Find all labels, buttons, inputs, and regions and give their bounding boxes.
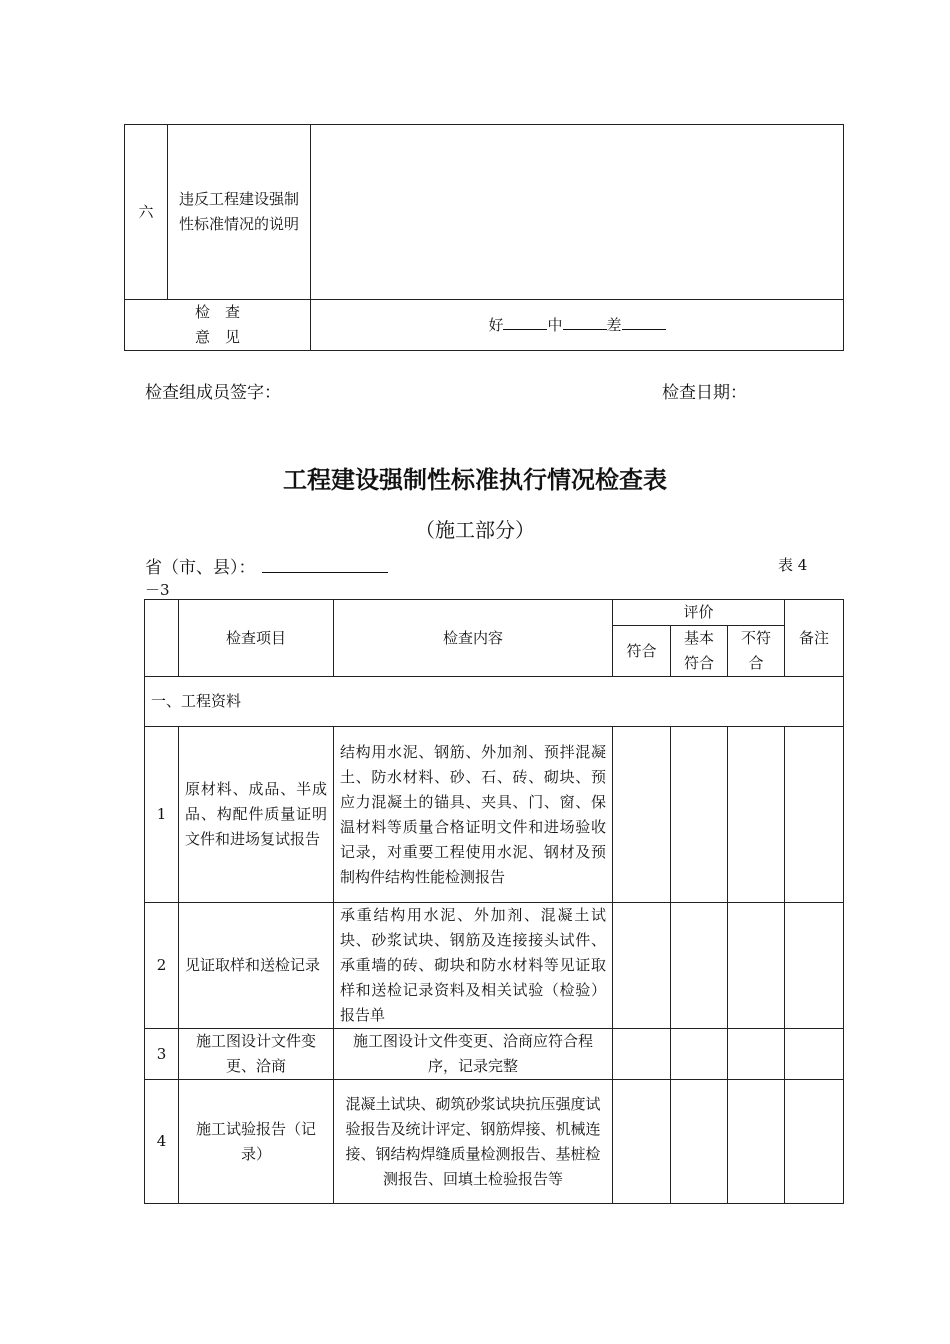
not-conform-cell[interactable] — [728, 1080, 785, 1204]
row-number: 六 — [125, 125, 168, 300]
check-date-label: 检查日期： — [662, 383, 747, 403]
opinion-label-line1: 检 查 — [194, 303, 240, 321]
table-row — [145, 1080, 844, 1204]
table-row — [145, 903, 844, 1029]
row-content: 混凝土试块、砌筑砂浆试块抗压强度试验报告及统计评定、钢筋焊接、机械连接、钢结构焊缝质量检测报告、基桩检测报告、回填土检验报告等 — [334, 1080, 613, 1204]
opinion-label-line2: 意 见 — [194, 328, 240, 346]
header-content: 检查内容 — [334, 600, 613, 677]
province-field — [145, 553, 388, 578]
row-item: 见证取样和送检记录 — [179, 903, 334, 1029]
row-no: 2 — [145, 903, 179, 1029]
inspection-table — [144, 599, 844, 1204]
conform-cell[interactable] — [613, 727, 671, 903]
table-row — [145, 1029, 844, 1080]
violation-table — [124, 124, 844, 351]
table-number-part2: －3 — [145, 581, 170, 599]
province-input-line[interactable] — [262, 554, 388, 573]
basic-conform-cell[interactable] — [671, 1029, 728, 1080]
page-title: 工程建设强制性标准执行情况检查表 — [283, 465, 667, 494]
rating-mid-label: 中 — [547, 315, 563, 334]
remark-cell[interactable] — [785, 1029, 844, 1080]
province-label: 省（市、县）： — [145, 558, 256, 578]
basic-conform-cell[interactable] — [671, 903, 728, 1029]
rating-good-label: 好 — [488, 315, 504, 334]
table-row — [145, 727, 844, 903]
conform-cell[interactable] — [613, 1080, 671, 1204]
row-no: 1 — [145, 727, 179, 903]
rating-mid-blank[interactable] — [563, 314, 607, 330]
header-basic-conform: 基本符合 — [671, 626, 728, 677]
header-not-conform: 不符合 — [728, 626, 785, 677]
row-item: 施工图设计文件变更、洽商 — [179, 1029, 334, 1080]
remark-cell[interactable] — [785, 727, 844, 903]
row-no: 4 — [145, 1080, 179, 1204]
basic-conform-cell[interactable] — [671, 727, 728, 903]
row-no: 3 — [145, 1029, 179, 1080]
section-title: 一、工程资料 — [145, 677, 844, 727]
rating-bad-blank[interactable] — [622, 314, 666, 330]
row-content: 施工图设计文件变更、洽商应符合程序，记录完整 — [334, 1029, 613, 1080]
opinion-rating — [311, 300, 844, 351]
rating-bad-label: 差 — [606, 315, 622, 334]
header-conform: 符合 — [613, 626, 671, 677]
violation-item-label: 违反工程建设强制性标准情况的说明 — [168, 125, 311, 300]
not-conform-cell[interactable] — [728, 903, 785, 1029]
conform-cell[interactable] — [613, 1029, 671, 1080]
row-content: 结构用水泥、钢筋、外加剂、预拌混凝土、防水材料、砂、石、砖、砌块、预应力混凝土的锚具、夹具、门、窗、保温材料等质量合格证明文件和进场验收记录，对重要工程使用水泥、钢材及预制构件结构性能检测报告 — [334, 727, 613, 903]
table-number-part1: 表 4 — [778, 556, 808, 574]
rating-good-blank[interactable] — [503, 314, 547, 330]
violation-description-cell[interactable] — [311, 125, 844, 300]
remark-cell[interactable] — [785, 1080, 844, 1204]
conform-cell[interactable] — [613, 903, 671, 1029]
header-item: 检查项目 — [179, 600, 334, 677]
row-item: 施工试验报告（记录） — [179, 1080, 334, 1204]
row-item: 原材料、成品、半成品、构配件质量证明文件和进场复试报告 — [179, 727, 334, 903]
row-content: 承重结构用水泥、外加剂、混凝土试块、砂浆试块、钢筋及连接接头试件、承重墙的砖、砌块和防水材料等见证取样和送检记录资料及相关试验（检验）报告单 — [334, 903, 613, 1029]
basic-conform-cell[interactable] — [671, 1080, 728, 1204]
header-remark: 备注 — [785, 600, 844, 677]
header-no-cell — [145, 600, 179, 677]
opinion-label — [125, 300, 311, 351]
not-conform-cell[interactable] — [728, 727, 785, 903]
remark-cell[interactable] — [785, 903, 844, 1029]
header-evaluation: 评价 — [613, 600, 785, 626]
page-subtitle: （施工部分） — [415, 518, 535, 542]
members-sign-label: 检查组成员签字： — [145, 383, 281, 403]
not-conform-cell[interactable] — [728, 1029, 785, 1080]
